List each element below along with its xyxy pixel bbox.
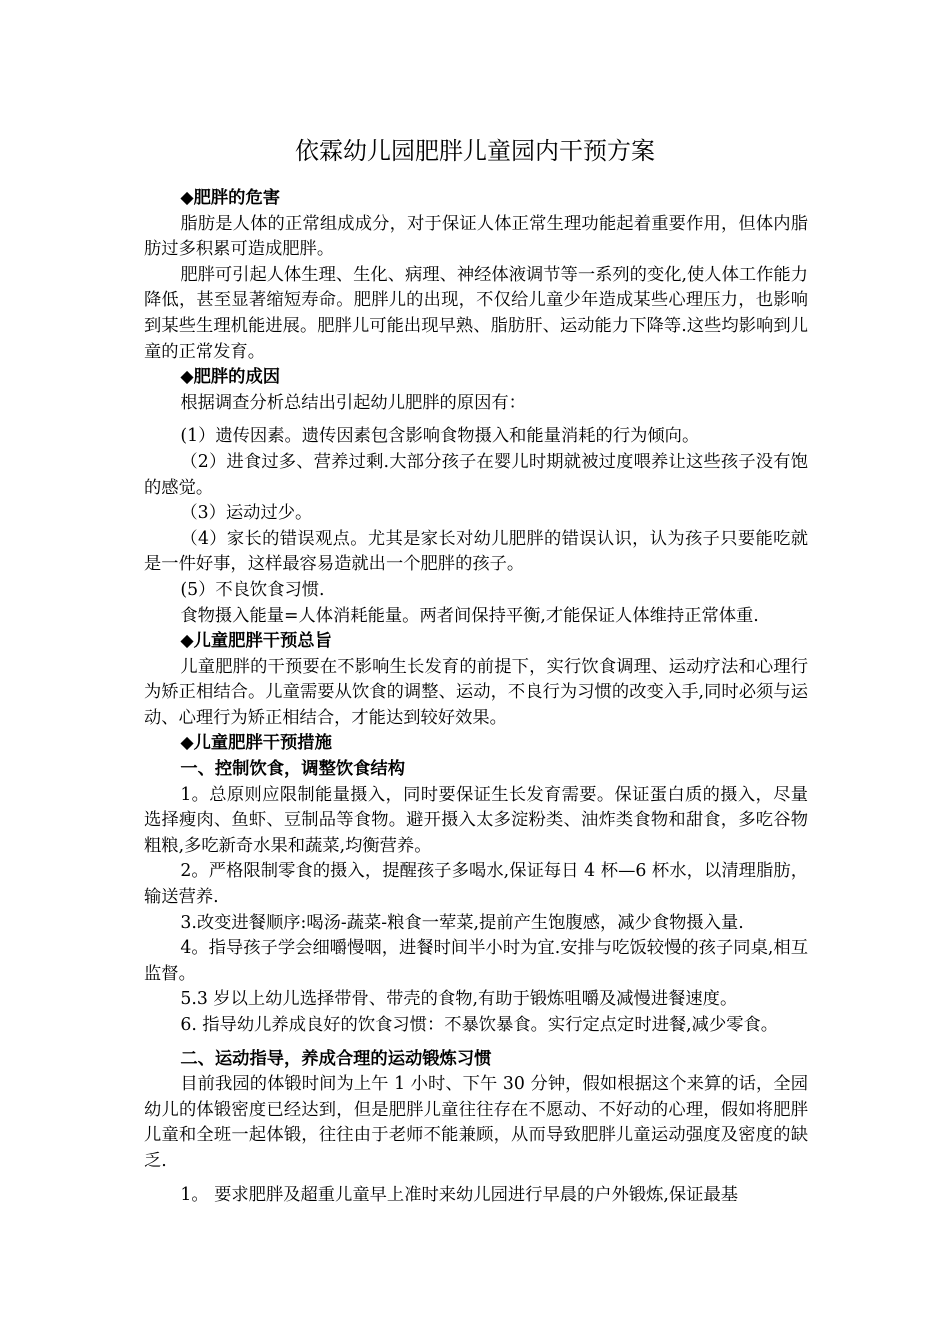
paragraph: 根据调查分析总结出引起幼儿肥胖的原因有：	[180, 392, 526, 413]
paragraph: 3.改变进餐顺序:喝汤-蔬菜-粮食一荤菜,提前产生饱腹感，减少食物摄入量.	[180, 912, 744, 933]
paragraph: 肥胖可引起人体生理、生化、病理、神经体液调节等一系列的变化,使人体工作能力降低，甚至显著缩短寿命。肥胖儿的出现，不仅给儿童少年造成某些心理压力，也影响到某些生理机能进展。肥胖儿可能出现早熟、脂肪肝、运动能力下降等.这些均影响到儿童的正常发育。	[144, 264, 808, 362]
section-heading: ◆肥胖的危害	[180, 188, 281, 208]
paragraph: 脂肪是人体的正常组成成分，对于保证人体正常生理功能起着重要作用，但体内脂肪过多积累可造成肥胖。	[144, 213, 808, 260]
paragraph: 2。严格限制零食的摄入，提醒孩子多喝水,保证每日 4 杯—6 杯水，以清理脂肪，输送营养.	[144, 861, 808, 908]
section-heading: ◆儿童肥胖干预措施	[180, 733, 332, 754]
paragraph: （3）运动过少。	[180, 503, 313, 524]
paragraph: (1）遗传因素。遗传因素包含影响食物摄入和能量消耗的行为倾向。	[180, 426, 700, 447]
section-heading: 一、控制饮食，调整饮食结构	[180, 759, 405, 780]
section-heading: 二、运动指导，养成合理的运动锻炼习惯	[180, 1048, 492, 1069]
paragraph: (5）不良饮食习惯.	[180, 579, 325, 600]
paragraph: 5.3 岁以上幼儿选择带骨、带壳的食物,有助于锻炼咀嚼及减慢进餐速度。	[180, 989, 738, 1010]
document-body	[144, 186, 808, 1208]
document-title: 依霖幼儿园肥胖儿童园内干预方案	[295, 137, 655, 165]
paragraph: 1。 要求肥胖及超重儿童早上准时来幼儿园进行早晨的户外锻炼,保证最基	[180, 1184, 739, 1205]
paragraph: 1。总原则应限制能量摄入，同时要保证生长发育需要。保证蛋白质的摄入，尽量选择瘦肉、鱼虾、豆制品等食物。避开摄入太多淀粉类、油炸类食物和甜食，多吃谷物粗粮,多吃新奇水果和蔬菜,均衡营养。	[144, 784, 808, 856]
paragraph: 食物摄入能量=人体消耗能量。两者间保持平衡,才能保证人体维持正常体重.	[180, 605, 759, 626]
paragraph: （2）进食过多、营养过剩.大部分孩子在婴儿时期就被过度喂养让这些孩子没有饱的感觉。	[144, 451, 808, 498]
paragraph: 儿童肥胖的干预要在不影响生长发育的前提下，实行饮食调理、运动疗法和心理行为矫正相结合。儿童需要从饮食的调整、运动，不良行为习惯的改变入手,同时必须与运动、心理行为矫正相结合，才能达到较好效果。	[144, 656, 808, 728]
paragraph: （4）家长的错误观点。尤其是家长对幼儿肥胖的错误认识，认为孩子只要能吃就是一件好事，这样最容易造就出一个肥胖的孩子。	[144, 528, 808, 575]
paragraph: 目前我园的体锻时间为上午 1 小时、下午 30 分钟，假如根据这个来算的话，全园幼儿的体锻密度已经达到，但是肥胖儿童往往存在不愿动、不好动的心理，假如将肥胖儿童和全班一起体锻，往往由于老师不能兼顾，从而导致肥胖儿童运动强度及密度的缺乏.	[144, 1074, 808, 1171]
section-heading: ◆儿童肥胖干预总旨	[180, 631, 332, 652]
section-heading: ◆肥胖的成因	[180, 367, 281, 388]
paragraph: 4。指导孩子学会细嚼慢咽，进餐时间半小时为宜.安排与吃饭较慢的孩子同桌,相互监督。	[144, 938, 808, 984]
paragraph: 6. 指导幼儿养成良好的饮食习惯：不暴饮暴食。实行定点定时进餐,减少零食。	[180, 1015, 779, 1035]
